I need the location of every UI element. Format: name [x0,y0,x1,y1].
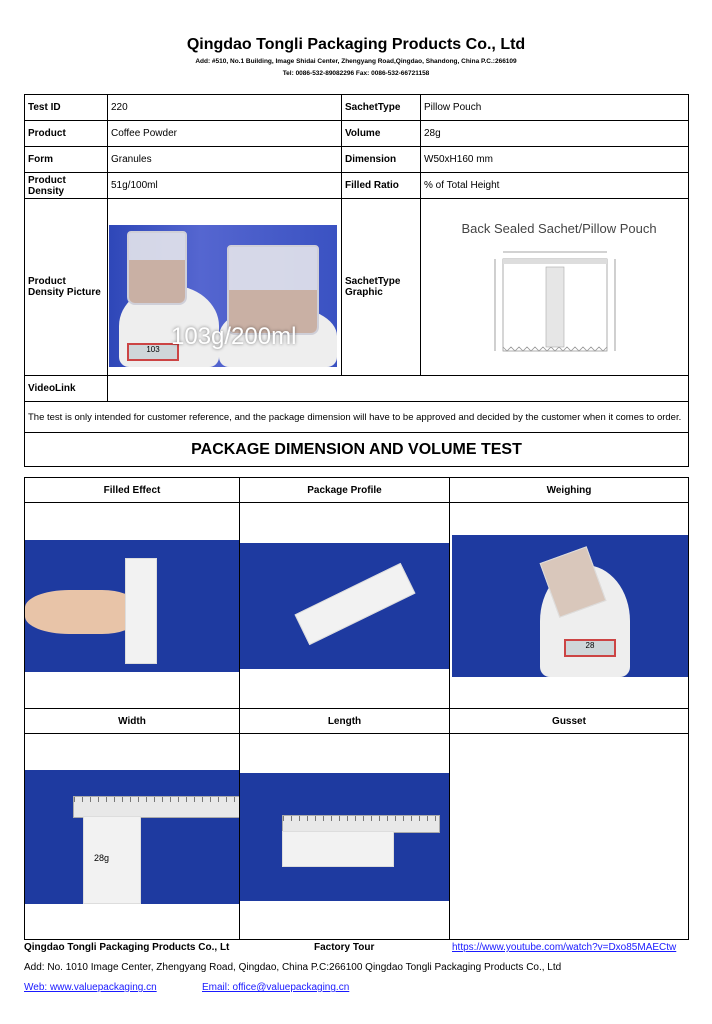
sachet-graphic-label: SachetType Graphic [342,199,421,376]
width-photo [25,770,239,904]
density-photo [109,225,337,367]
company-tel: Tel: 0086-532-89082296 Fax: 0086-532-66721158 [282,70,430,77]
width-cell [25,734,240,940]
filled-ratio-value: % of Total Height [421,173,689,199]
beaker-right [227,245,319,335]
filled-ratio-label: Filled Ratio [342,173,421,199]
dimension-label: Dimension [342,147,421,173]
sachet-weight-mark: 28g [94,852,110,863]
package-profile-photo [240,543,449,669]
sachet-graphic-title: Back Sealed Sachet/Pillow Pouch [461,221,657,236]
video-link-value[interactable] [108,376,689,402]
scale-display: 103 [127,343,179,361]
filled-effect-photo [25,540,239,672]
hand [25,590,135,634]
filled-effect-header: Filled Effect [25,478,240,503]
sachet-graphic [429,199,689,375]
disclaimer-note: The test is only intended for customer reference, and the package dimension will have to be approved and decided by the customer when it comes to order. [25,402,689,433]
footer-address: Add: No. 1010 Image Center, Zhengyang Road, Qingdao, China P.C:266100 Qingdao Tongli Packaging Products Co., Ltd [24,962,562,973]
test-info-table [24,94,689,467]
weighing-photo [452,535,688,677]
gusset-cell [450,734,689,940]
package-profile-cell [240,503,450,709]
pillow-pouch-diagram [429,199,689,375]
length-sachet [282,831,394,867]
weighing-cell [450,503,689,709]
volume-value: 28g [421,121,689,147]
filled-sachet [125,558,157,664]
length-header: Length [240,709,450,734]
width-sachet [83,816,141,904]
weighing-header: Weighing [450,478,689,503]
density-picture-label: Product Density Picture [25,199,108,376]
sachet-graphic-cell [421,199,689,376]
length-cell [240,734,450,940]
profile-sachet [295,562,416,644]
test-id-label: Test ID [25,95,108,121]
dimension-value: W50xH160 mm [421,147,689,173]
footer-email-link[interactable]: Email: office@valuepackaging.cn [202,982,350,993]
test-photo-grid [24,477,689,940]
filled-effect-cell [25,503,240,709]
density-label: Product Density [25,173,108,199]
weighing-display: 28 [564,639,616,657]
footer-web-link[interactable]: Web: www.valuepackaging.cn [24,982,157,993]
product-value: Coffee Powder [108,121,342,147]
length-photo [240,773,449,901]
product-label: Product [25,121,108,147]
section-title: PACKAGE DIMENSION AND VOLUME TEST [25,433,689,467]
form-value: Granules [108,147,342,173]
width-ruler [73,796,239,818]
density-picture-cell [108,199,342,376]
video-link-label: VideoLink [25,376,108,402]
width-header: Width [25,709,240,734]
footer-factory-tour: Factory Tour [314,942,375,953]
footer-company: Qingdao Tongli Packaging Products Co., Lt [24,942,230,953]
volume-label: Volume [342,121,421,147]
company-title: Qingdao Tongli Packaging Products Co., Ltd [186,36,526,53]
footer-youtube-link[interactable]: https://www.youtube.com/watch?v=Dxo85MAECtw [452,942,677,953]
package-profile-header: Package Profile [240,478,450,503]
test-id-value: 220 [108,95,342,121]
density-value: 51g/100ml [108,173,342,199]
gusset-header: Gusset [450,709,689,734]
form-label: Form [25,147,108,173]
company-address: Add: #510, No.1 Building, Image Shidai Center, Zhengyang Road,Qingdao, Shandong, China P.C.:266109 [195,58,517,65]
beaker-left [127,231,187,305]
sachet-type-value: Pillow Pouch [421,95,689,121]
sachet-type-label: SachetType [342,95,421,121]
density-overlay-text: 103g/200ml [171,323,297,350]
